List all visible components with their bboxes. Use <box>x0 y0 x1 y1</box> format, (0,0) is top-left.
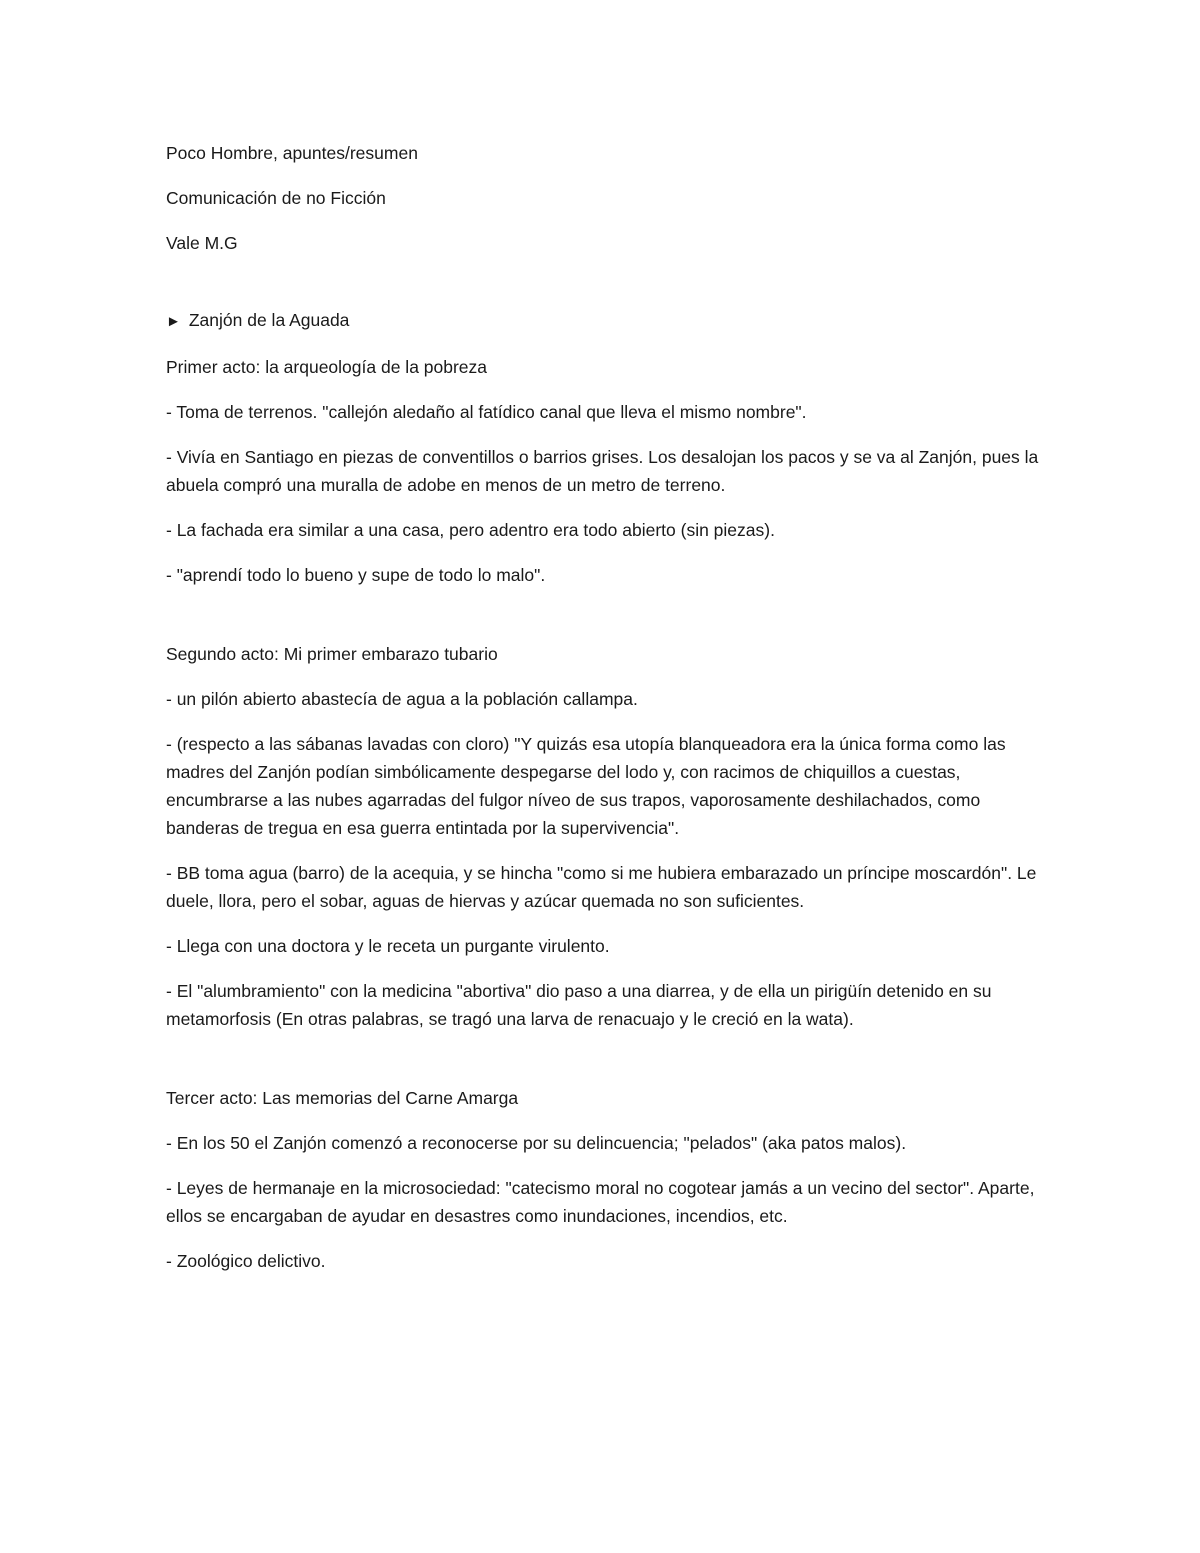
course-name: Comunicación de no Ficción <box>166 188 386 208</box>
act-title: Segundo acto: Mi primer embarazo tubario <box>166 644 498 664</box>
list-item: - Vivía en Santiago en piezas de conventillos o barrios grises. Los desalojan los pacos y se va al Zanjón, pues la abuela compró una muralla de adobe en menos de un metro de terreno. <box>166 447 1039 495</box>
list-item: - Toma de terrenos. "callejón aledaño al fatídico canal que lleva el mismo nombre". <box>166 402 807 422</box>
section-heading-text: Zanjón de la Aguada <box>188 310 350 330</box>
list-item: - un pilón abierto abastecía de agua a la población callampa. <box>166 689 638 709</box>
document-title: Poco Hombre, apuntes/resumen <box>166 143 418 163</box>
section-heading <box>166 306 1046 336</box>
list-item: - El "alumbramiento" con la medicina "abortiva" dio paso a una diarrea, y de ella un pirigüín detenido en su metamorfosis (En otras palabras, se tragó una larva de renacuajo y le creció en la wata). <box>166 981 992 1029</box>
spacer <box>166 1050 1046 1084</box>
act-title: Tercer acto: Las memorias del Carne Amarga <box>166 1088 519 1108</box>
act-title: Primer acto: la arqueología de la pobreza <box>166 357 488 377</box>
author-name: Vale M.G <box>166 233 238 253</box>
spacer <box>166 606 1046 640</box>
list-item: - "aprendí todo lo bueno y supe de todo lo malo". <box>166 565 546 585</box>
triangle-right-icon: ► <box>166 313 181 330</box>
list-item: - BB toma agua (barro) de la acequia, y se hincha "como si me hubiera embarazado un príncipe moscardón". Le duele, llora, pero el sobar, aguas de hiervas y azúcar quemada no son suficientes. <box>166 863 1037 911</box>
list-item: - Leyes de hermanaje en la microsociedad: "catecismo moral no cogotear jamás a un vecino del sector". Aparte, ellos se encargaban de ayudar en desastres como inundaciones, incendios, etc. <box>166 1178 1035 1226</box>
list-item: - Zoológico delictivo. <box>166 1251 326 1271</box>
list-item: - En los 50 el Zanjón comenzó a reconocerse por su delincuencia; "pelados" (aka patos malos). <box>166 1133 907 1153</box>
list-item: - La fachada era similar a una casa, pero adentro era todo abierto (sin piezas). <box>166 520 775 540</box>
list-item: - (respecto a las sábanas lavadas con cloro) "Y quizás esa utopía blanqueadora era la única forma como las madres del Zanjón podían simbólicamente despegarse del lodo y, con racimos de chiquillos a cuestas, encumbrarse a las nubes agarradas del fulgor níveo de sus trapos, vaporosamente deshilachados, como banderas de tregua en esa guerra entintada por la supervivencia". <box>166 734 1006 838</box>
document-page <box>166 139 1046 1292</box>
list-item: - Llega con una doctora y le receta un purgante virulento. <box>166 936 610 956</box>
spacer <box>166 274 1046 306</box>
